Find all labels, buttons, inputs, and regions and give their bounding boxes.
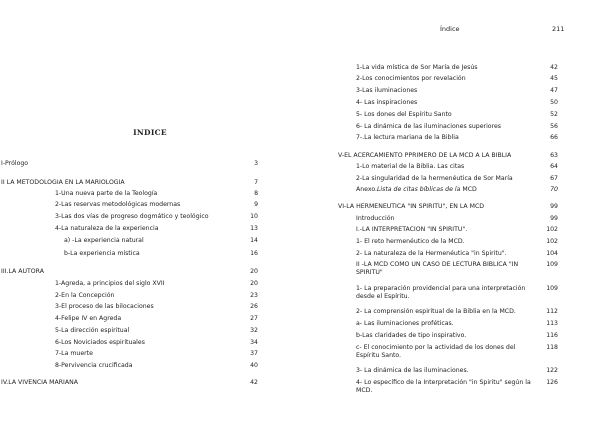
- toc-entry: 5-La dirección espiritual 32: [55, 327, 258, 334]
- toc-entry-annex: Anexo.Lista de citas bíblicas de la MCD 70: [356, 186, 558, 193]
- toc-entry: 3-Las dos vías de progreso dogmático y teológico 10: [55, 213, 258, 220]
- toc-entry: b-Las claridades de tipo inspirativo. 116: [356, 332, 558, 339]
- toc-entry: 1- El reto hermenéutico de la MCD. 102: [356, 238, 558, 245]
- toc-entry: 1-Una nueva parte de la Teología 8: [55, 190, 258, 197]
- toc-entry: VI-LA HERMENÉUTICA "IN SPIRITU", EN LA MCD 99: [338, 203, 558, 210]
- toc-entry: 8-Pervivencia crucificada 40: [55, 362, 258, 369]
- toc-entry: 2- La naturaleza de la Hermenéutica "in Spiritu". 104: [356, 250, 558, 257]
- toc-entry: 3-El proceso de las bilocaciones 26: [55, 303, 258, 310]
- toc-entry: 7-La muerte 37: [55, 350, 258, 357]
- index-title: INDICE: [133, 128, 167, 137]
- toc-entry: 3-Las iluminaciones 47: [356, 87, 558, 94]
- toc-entry: II -LA MCD COMO UN CASO DE LECTURA BÍBLICA "IN SPIRITU" 109: [356, 261, 558, 276]
- running-header-title: Índice: [440, 25, 460, 33]
- toc-entry: 1- La preparación providencial para una interpretación desde el Espíritu. 109: [356, 285, 558, 300]
- right-page: [300, 0, 600, 423]
- toc-entry: 1-Lo material de la Biblia. Las citas 64: [356, 163, 558, 170]
- toc-entry: a) -La experiencia natural 14: [64, 237, 258, 244]
- running-header-page-number: 211: [552, 25, 565, 33]
- toc-entry: IV.LA VIVENCIA MARIANA 42: [1, 379, 258, 386]
- toc-entry: b-La experiencia mística 16: [64, 250, 258, 257]
- toc-entry: 4-La naturaleza de la experiencia 13: [55, 225, 258, 232]
- toc-entry: 2-Las reservas metodológicas modernas 9: [55, 201, 258, 208]
- toc-entry: 4- Lo específico de la Interpretación "in Spiritu" según la MCD. 126: [356, 379, 558, 394]
- toc-entry: 1-Ágreda, a principios del siglo XVII 20: [55, 280, 258, 287]
- toc-entry: 4- Las inspiraciones 50: [356, 99, 558, 106]
- toc-entry: 7-.La lectura mariana de la Biblia 66: [356, 134, 558, 141]
- toc-entry: 3- La dinámica de las iluminaciones. 122: [356, 367, 558, 374]
- toc-entry: Introducción 99: [356, 215, 558, 222]
- toc-entry: 6-Los Noviciados espirituales 34: [55, 339, 258, 346]
- toc-entry: 6- La dinámica de las iluminaciones superiores 56: [356, 123, 558, 130]
- toc-entry: I.-LA INTERPRETACIÓN "IN SPIRITU". 102: [356, 226, 558, 233]
- toc-entry: 2-La singularidad de la hermenéutica de Sor María 67: [356, 175, 558, 182]
- toc-entry: c- El conocimiento por la actividad de los dones del Espíritu Santo. 118: [356, 344, 558, 359]
- toc-entry: III.LA AUTORA 20: [1, 268, 258, 275]
- toc-entry: 2- La comprensión espiritual de la Biblia en la MCD. 112: [356, 308, 558, 315]
- toc-entry: a- Las iluminaciones proféticas. 113: [356, 320, 558, 327]
- toc-entry: 2-En la Concepción 23: [55, 292, 258, 299]
- toc-entry: 1-La vida mística de Sor María de Jesús 42: [356, 64, 558, 71]
- toc-entry: II LA METODOLOGÍA EN LA MARIOLOGÍA 7: [1, 179, 258, 186]
- toc-entry: 4-Felipe IV en Ágreda 27: [55, 315, 258, 322]
- toc-entry: 5- Los dones del Espíritu Santo 52: [356, 111, 558, 118]
- toc-entry: V-EL ACERCAMIENTO PPRIMERO DE LA MCD A LA BIBLIA 63: [338, 152, 558, 159]
- toc-entry: 2-Los conocimientos por revelación 45: [356, 75, 558, 82]
- toc-entry: I-Prólogo 3: [1, 160, 258, 167]
